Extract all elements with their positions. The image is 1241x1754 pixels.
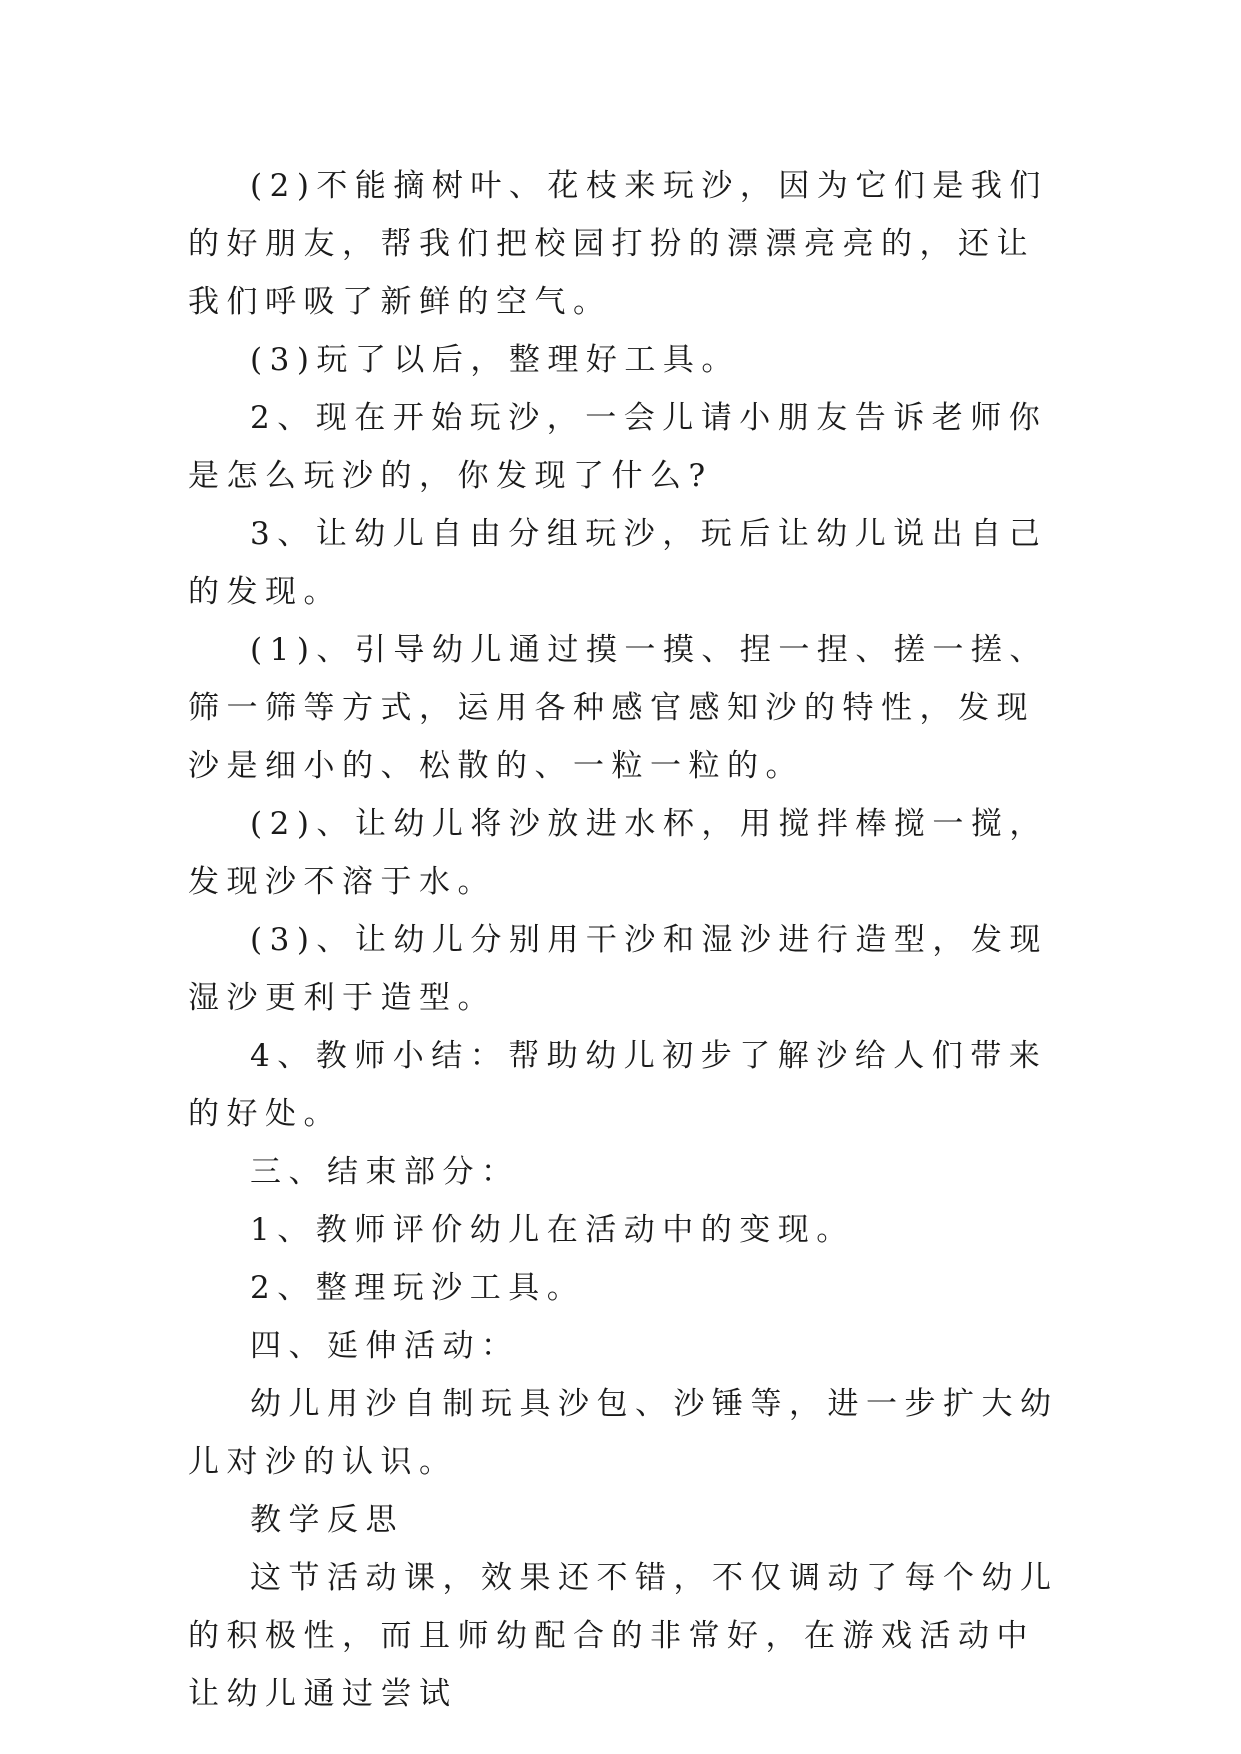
paragraph-step-4: 4、教师小结：帮助幼儿初步了解沙给人们带来的好处。 [188,1038,1048,1132]
paragraph-step-2: 2、现在开始玩沙，一会儿请小朋友告诉老师你是怎么玩沙的，你发现了什么? [188,400,1048,494]
paragraph-closing-2: 2、整理玩沙工具。 [250,1270,586,1306]
section-heading-closing: 三、结束部分： [250,1154,520,1190]
paragraph-step-3-2: (2)、让幼儿将沙放进水杯，用搅拌棒搅一搅，发现沙不溶于水。 [188,806,1048,900]
document-body [188,157,1068,1723]
paragraph-closing-1: 1、教师评价幼儿在活动中的变现。 [250,1212,855,1248]
paragraph-extension: 幼儿用沙自制玩具沙包、沙锤等，进一步扩大幼儿对沙的认识。 [188,1386,1059,1480]
paragraph-rule-3: (3)玩了以后，整理好工具。 [250,342,740,378]
paragraph-step-3: 3、让幼儿自由分组玩沙，玩后让幼儿说出自己的发现。 [188,516,1048,610]
paragraph-step-3-1: (1)、引导幼儿通过摸一摸、捏一捏、搓一搓、筛一筛等方式，运用各种感官感知沙的特性，发现沙是细小的、松散的、一粒一粒的。 [188,632,1048,784]
paragraph-reflection: 这节活动课，效果还不错，不仅调动了每个幼儿的积极性，而且师幼配合的非常好，在游戏活动中让幼儿通过尝试 [188,1560,1059,1712]
section-heading-extension: 四、延伸活动： [250,1328,520,1364]
paragraph-step-3-3: (3)、让幼儿分别用干沙和湿沙进行造型，发现湿沙更利于造型。 [188,922,1048,1016]
paragraph-rule-2: (2)不能摘树叶、花枝来玩沙，因为它们是我们的好朋友，帮我们把校园打扮的漂漂亮亮的，还让我们呼吸了新鲜的空气。 [188,168,1048,320]
section-heading-reflection: 教学反思 [250,1502,404,1538]
